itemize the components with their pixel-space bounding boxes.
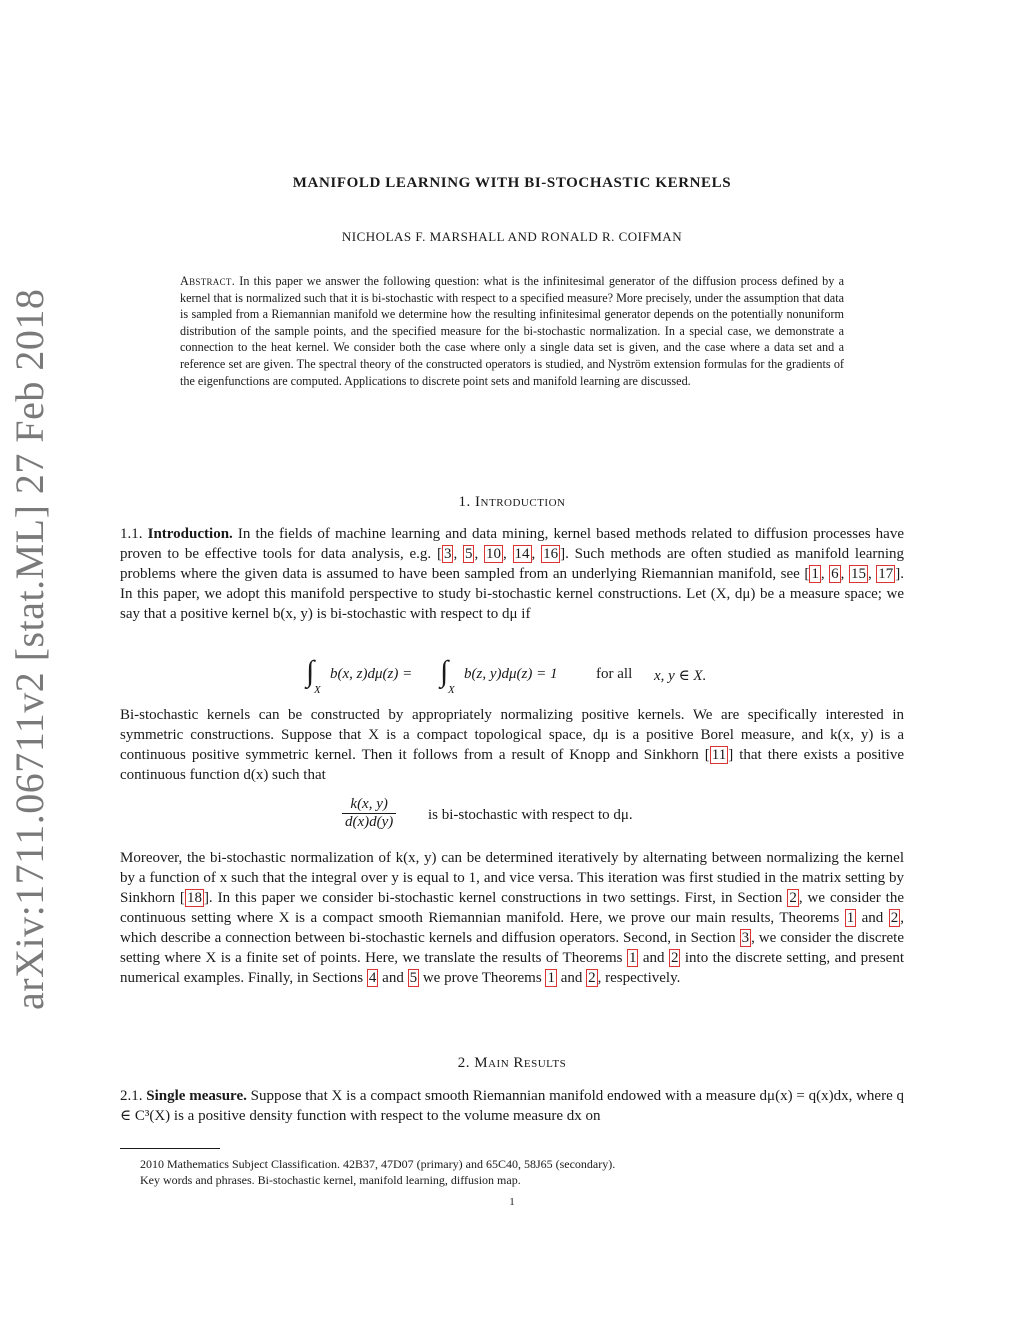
section-heading-introduction: 1. Introduction <box>458 494 566 510</box>
subsection-heading: Introduction. <box>147 526 233 542</box>
page-number: 1 <box>509 1196 515 1208</box>
section-link[interactable]: 5 <box>409 970 418 986</box>
paragraph-text: ] that there exists a positive continuous function d(x) such that <box>120 747 904 783</box>
citation-link[interactable]: 16 <box>543 546 559 562</box>
paragraph-text: ]. In this paper, we adopt this manifold perspective to study bi-stochastic kernel constructions. Let (X, dμ) be a measure space; we say that a positive kernel b(x, y) is bi-stochastic with respect to dμ if <box>120 566 905 622</box>
paragraph-text: and <box>556 970 587 986</box>
footnote-divider <box>120 1148 220 1149</box>
citation-link[interactable]: 14 <box>514 546 530 562</box>
paragraph-text: ]. In this paper we consider bi-stochastic kernel constructions in two settings. First, in Section <box>203 890 788 906</box>
equation-lhs: b(x, z)dμ(z) = <box>330 666 413 682</box>
intro-paragraph-1: 1.1. Introduction. In the fields of machine learning and data mining, kernel based methods related to diffusion processes have proven to be effective tools for data analysis, e.g. [ 3 , 5 , 10 , 14 , 16 ]. Such methods are often studied as manifold learning problems where the given data is assumed to have been sampled from an underlying Riemannian manifold, see [ 1 , 6 , 15 , 17 ]. In this paper, we adopt this manifold perspective to study bi-stochastic kernel constructions. Let (X, dμ) be a measure space; we say that a positive kernel b(x, y) is bi-stochastic with respect to dμ if <box>120 526 905 622</box>
theorem-link[interactable]: 1 <box>547 970 555 986</box>
theorem-link[interactable]: 2 <box>670 950 679 966</box>
paragraph-text: and <box>856 910 889 926</box>
fraction-numerator: k(x, y) <box>342 796 396 814</box>
citation-link[interactable]: 6 <box>831 566 839 582</box>
subsection-number: 1.1. <box>120 526 143 542</box>
kernel-fraction <box>342 796 396 831</box>
equation-bistochastic <box>120 652 904 702</box>
citation-link[interactable]: 17 <box>878 566 894 582</box>
paragraph-text: In the fields of machine learning and data mining, kernel based methods related to diffusion processes have proven to be effective tools for data analysis, e.g. [ <box>120 526 905 562</box>
paragraph-text: we prove Theorems <box>419 970 546 986</box>
paragraph-text: , which describe a connection between bi-stochastic kernels and diffusion operators. Second, in Section <box>120 910 904 946</box>
citation-link[interactable]: 3 <box>443 546 452 562</box>
theorem-link[interactable]: 1 <box>628 950 637 966</box>
intro-paragraph-2 <box>120 705 904 785</box>
main-results-paragraph <box>120 1086 904 1126</box>
footnote-keywords: Key words and phrases. Bi-stochastic kernel, manifold learning, diffusion map. <box>140 1173 521 1187</box>
paragraph-text: , we consider the discrete setting where X is a finite set of points. Here, we translate the results of Theorems <box>120 930 904 966</box>
abstract-label: Abstract. <box>180 274 236 288</box>
citation-link[interactable]: 11 <box>711 747 727 763</box>
citation-link[interactable]: 18 <box>186 890 202 906</box>
section-link[interactable]: 3 <box>741 930 750 946</box>
paragraph-text: , respectively. <box>597 970 681 986</box>
equation-text: is bi-stochastic with respect to dμ. <box>428 807 633 823</box>
paragraph-text: into the discrete setting, and present numerical examples. Finally, in Sections <box>120 950 904 986</box>
section-heading-main-results: 2. Main Results <box>457 1055 567 1071</box>
paragraph-text: Bi-stochastic kernels can be constructed by appropriately normalizing positive kernels. We are specifically interested in symmetric constructions. Suppose that X is a compact topological space, dμ is a positive Borel measure, and k(x, y) is a continuous positive symmetric kernel. Then it follows from a result of Knopp and Sinkhorn [ <box>120 707 904 763</box>
abstract-text: In this paper we answer the following question: what is the infinitesimal generator of the diffusion process defined by a kernel that is normalized such that it is bi-stochastic with respect to a specified measure? More precisely, under the assumption that data is sampled from a Riemannian manifold we determine how the resulting infinitesimal generator depends on the potentially nonuniform distribution of the sample points, and the specified measure for the bi-stochastic normalization. In a special case, we demonstrate a connection to the heat kernel. We consider both the case where only a single data set is given, and the case where a data set and a reference set are given. The spectral theory of the constructed operators is studied, and Nyström extension formulas for the gradients of the eigenfunctions are computed. Applications to discrete point sets and manifold learning are discussed. <box>180 274 844 388</box>
integral-subscript: X <box>448 684 455 696</box>
citation-link[interactable]: 10 <box>486 546 502 562</box>
fraction-denominator: d(x)d(y) <box>345 814 394 830</box>
intro-paragraph-3 <box>120 848 904 988</box>
integral-sign: ∫ <box>306 655 315 688</box>
citation-link[interactable]: 15 <box>850 566 866 582</box>
paragraph-text: Moreover, the bi-stochastic normalization of k(x, y) can be determined iteratively by alternating between normalizing the kernel by a function of x such that the integral over y is equal to 1, and vice versa. This iteration was first studied in the matrix setting by Sinkhorn [ <box>120 850 904 906</box>
abstract <box>180 273 844 389</box>
section-link[interactable]: 4 <box>368 970 377 986</box>
paper-authors: NICHOLAS F. MARSHALL AND RONALD R. COIFMAN <box>341 229 683 244</box>
paragraph-text: and <box>638 950 669 966</box>
paragraph-text: , we consider the continuous setting where X is a compact smooth Riemannian manifold. Here, we prove our main results, Theorems <box>120 890 905 926</box>
subsection-number: 2.1. <box>120 1088 143 1104</box>
footnote-msc: 2010 Mathematics Subject Classification. 42B37, 47D07 (primary) and 65C40, 58J65 (secondary). <box>140 1157 616 1171</box>
theorem-link[interactable]: 2 <box>890 910 899 926</box>
paper-title: MANIFOLD LEARNING WITH BI-STOCHASTIC KERNELS <box>292 175 732 191</box>
equation-condition: x, y ∈ X. <box>654 668 707 684</box>
theorem-link[interactable]: 2 <box>588 970 596 986</box>
section-link[interactable]: 2 <box>789 890 797 906</box>
arxiv-identifier: arXiv:1711.06711v2 [stat.ML] 27 Feb 2018 <box>7 288 52 1010</box>
equation-rhs: b(z, y)dμ(z) = 1 <box>464 666 558 682</box>
integral-subscript: X <box>314 684 321 696</box>
theorem-link[interactable]: 1 <box>846 910 855 926</box>
equation-normalized-kernel <box>120 796 904 842</box>
subsection-heading: Single measure. <box>146 1088 247 1104</box>
equation-condition-text: for all <box>596 666 633 682</box>
paragraph-text: and <box>378 970 408 986</box>
citation-link[interactable]: 5 <box>464 546 473 562</box>
citation-link[interactable]: 1 <box>811 566 819 582</box>
paragraph-text: ]. Such methods are often studied as manifold learning problems where the given data is assumed to have been sampled from an underlying Riemannian manifold, see [ <box>120 546 905 582</box>
paragraph-text: Suppose that X is a compact smooth Riemannian manifold endowed with a measure dμ(x) = q(x)dx, where q ∈ C³(X) is a positive density function with respect to the volume measure dx on <box>120 1088 905 1124</box>
integral-sign: ∫ <box>440 655 449 688</box>
